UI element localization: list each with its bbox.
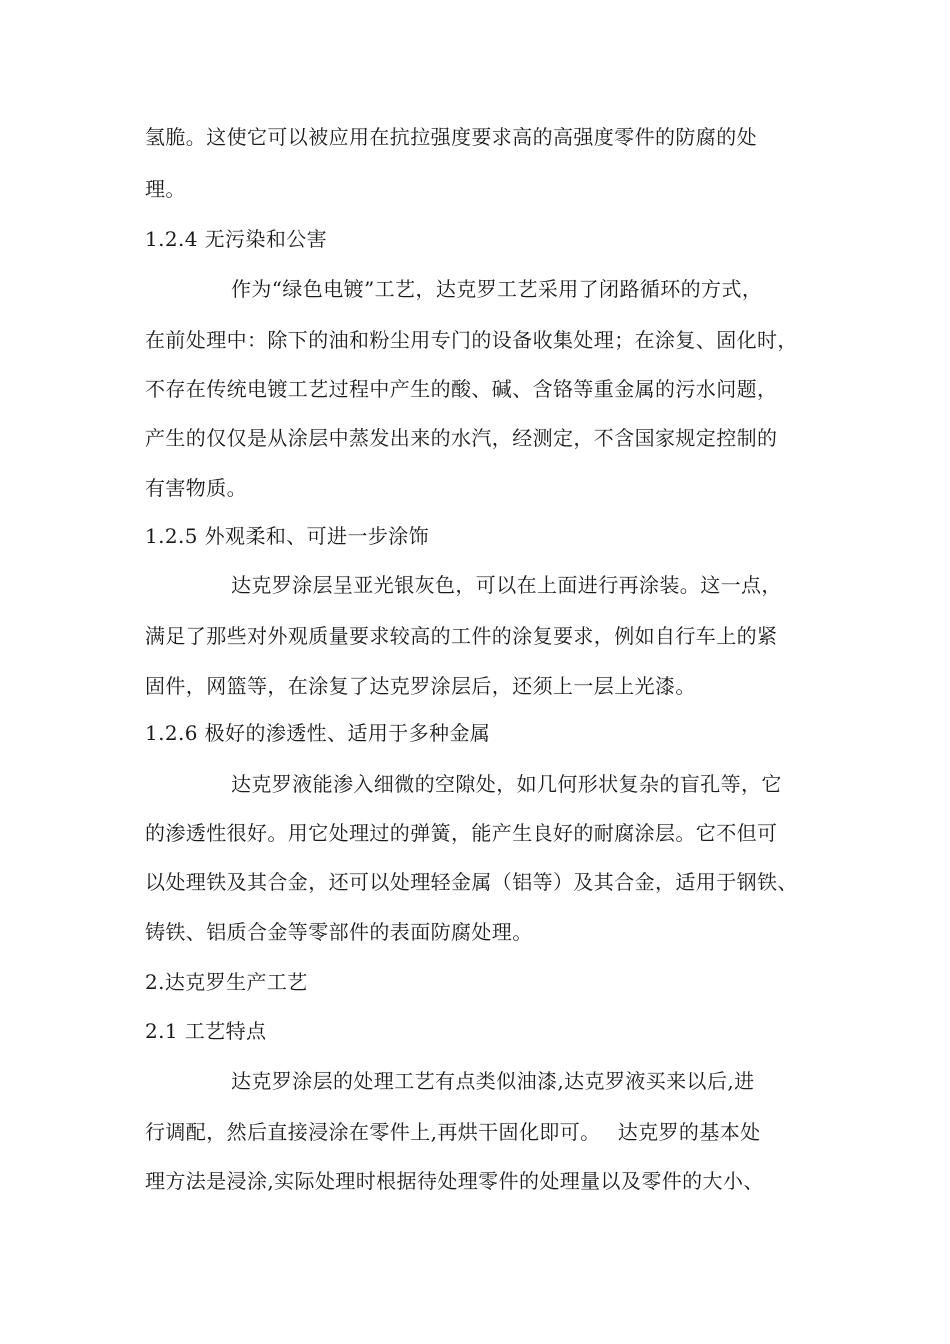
body-text-line: 达克罗涂层的处理工艺有点类似油漆,达克罗液买来以后,进 [231,1069,755,1093]
body-text-line: 固件，网篮等，在涂复了达克罗涂层后，还须上一层上光漆。 [145,674,696,698]
body-text-line: 理方法是浸涂,实际处理时根据待处理零件的处理量以及零件的大小、 [145,1169,764,1193]
body-text-line: 有害物质。 [145,476,247,500]
body-text-line: 在前处理中：除下的油和粉尘用专门的设备收集处理；在涂复、固化时， [145,328,798,352]
body-text-line: 行调配，然后直接浸涂在零件上,再烘干固化即可。 达克罗的基本处 [145,1120,761,1144]
body-text-line: 不存在传统电镀工艺过程中产生的酸、碱、含铬等重金属的污水问题， [145,377,778,401]
body-text-line: 理。 [145,177,186,201]
section-heading-2-1: 2.1 工艺特点 [145,1019,267,1043]
body-text-line: 氢脆。这使它可以被应用在抗拉强度要求高的高强度零件的防腐的处 [145,125,757,149]
section-heading-1-2-5: 1.2.5 外观柔和、可进一步涂饰 [145,524,430,548]
body-text-line: 的渗透性很好。用它处理过的弹簧，能产生良好的耐腐涂层。它不但可 [145,821,778,845]
section-heading-1-2-4: 1.2.4 无污染和公害 [145,227,328,251]
body-text-line: 作为“绿色电镀”工艺，达克罗工艺采用了闭路循环的方式， [231,277,763,301]
section-heading-1-2-6: 1.2.6 极好的渗透性、适用于多种金属 [145,721,491,745]
body-text-line: 达克罗液能渗入细微的空隙处，如几何形状复杂的盲孔等，它 [231,772,782,796]
body-text-line: 产生的仅仅是从涂层中蒸发出来的水汽，经测定，不含国家规定控制的 [145,426,778,450]
body-text-line: 达克罗涂层呈亚光银灰色，可以在上面进行再涂装。这一点， [231,573,782,597]
body-text-line: 铸铁、铝质合金等零部件的表面防腐处理。 [145,920,533,944]
body-text-line: 以处理铁及其合金，还可以处理轻金属（铝等）及其合金，适用于钢铁、 [145,870,798,894]
section-heading-2: 2.达克罗生产工艺 [145,970,308,994]
body-text-line: 满足了那些对外观质量要求较高的工件的涂复要求，例如自行车上的紧 [145,624,778,648]
